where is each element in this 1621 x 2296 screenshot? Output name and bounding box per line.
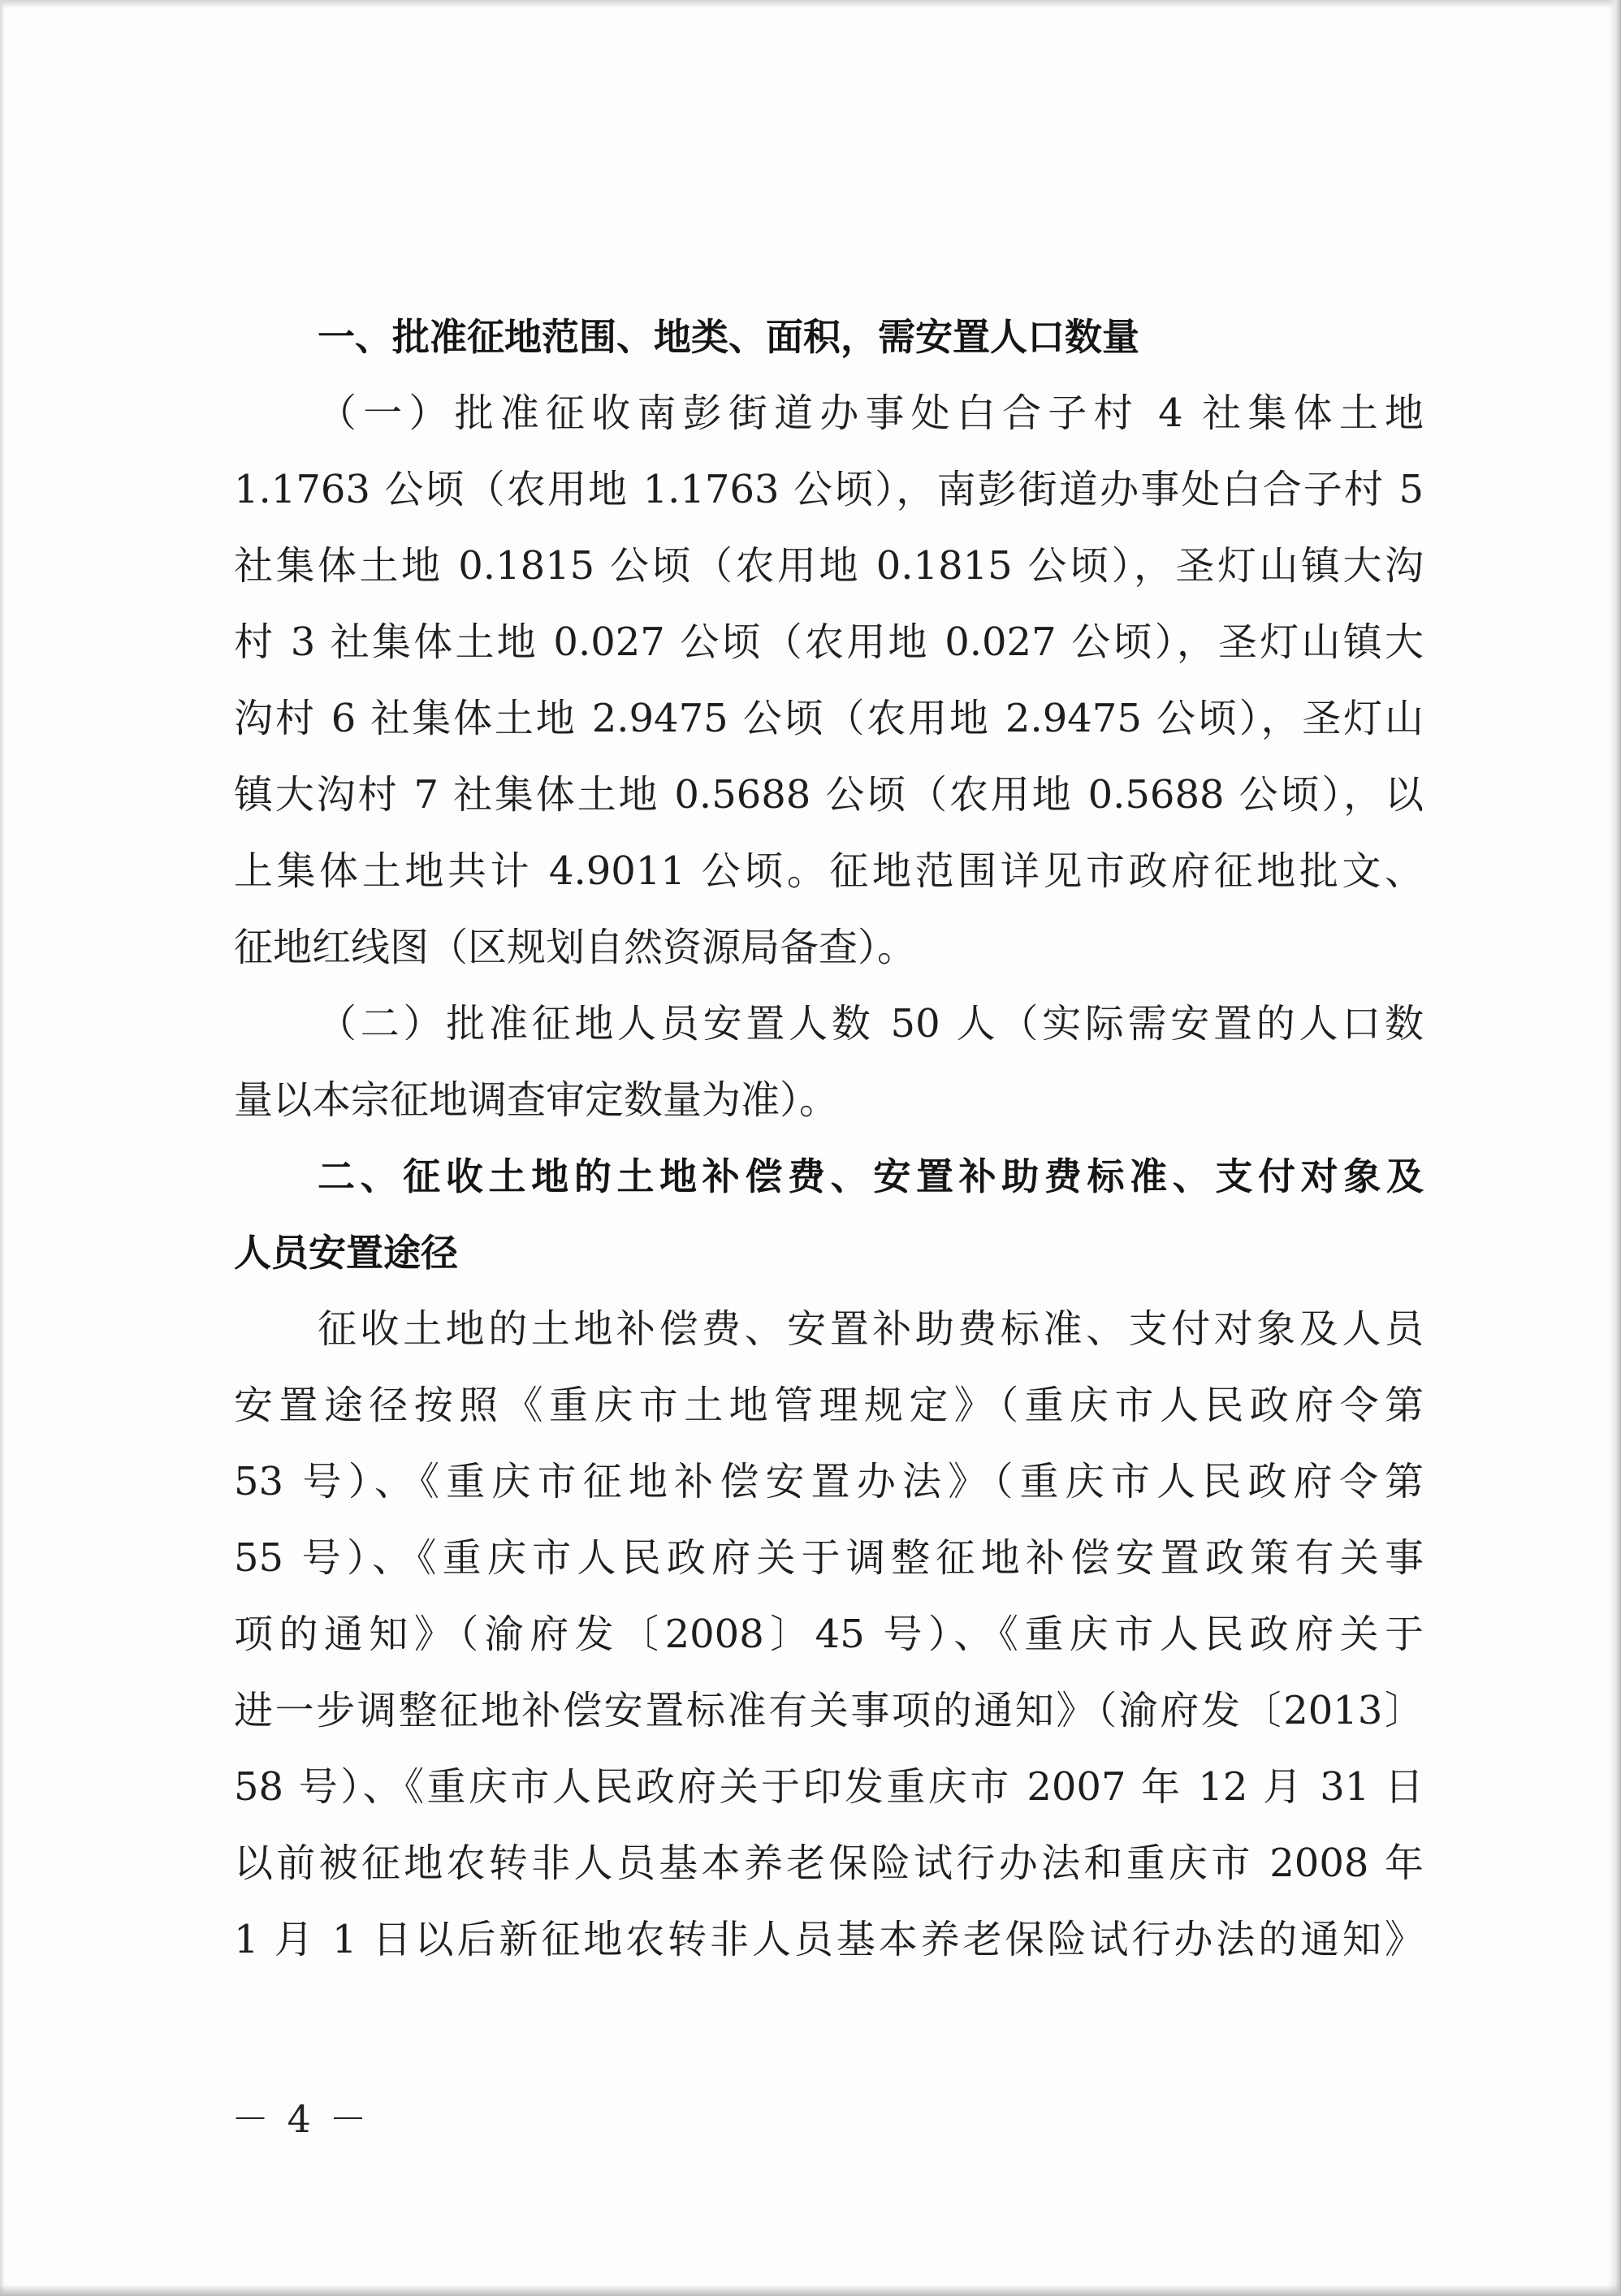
- body-text-line: 量以本宗征地调查审定数量为准）。: [234, 1077, 839, 1123]
- body-text-line: 项的通知》（渝府发〔2008〕45 号）、《重庆市人民政府关于: [234, 1612, 1424, 1657]
- body-text-line: 沟村 6 社集体土地 2.9475 公顷（农用地 2.9475 公顷），圣灯山: [234, 696, 1424, 741]
- body-text-line: 安置途径按照《重庆市土地管理规定》（重庆市人民政府令第: [234, 1383, 1424, 1428]
- body-text-line: 1.1763 公顷（农用地 1.1763 公顷），南彭街道办事处白合子村 5: [234, 467, 1424, 512]
- document-body: [234, 299, 1424, 1978]
- body-text-line: 1 月 1 日以后新征地农转非人员基本养老保险试行办法的通知》: [234, 1917, 1424, 1962]
- body-text-line: 进一步调整征地补偿安置标准有关事项的通知》（渝府发〔2013〕: [234, 1688, 1424, 1733]
- body-text-line: 55 号）、《重庆市人民政府关于调整征地补偿安置政策有关事: [234, 1535, 1424, 1581]
- section-heading-line: 一、批准征地范围、地类、面积，需安置人口数量: [318, 315, 1139, 359]
- body-text-line: 征地红线图（区规划自然资源局备查）。: [234, 925, 917, 970]
- page-number: － 4 －: [231, 2097, 370, 2141]
- body-text-line: 上集体土地共计 4.9011 公顷。征地范围详见市政府征地批文、: [234, 848, 1424, 894]
- scan-shadow-bottom: [0, 2285, 1621, 2296]
- scan-shadow-left: [0, 0, 5, 2296]
- body-text-line: 村 3 社集体土地 0.027 公顷（农用地 0.027 公顷），圣灯山镇大: [234, 619, 1424, 665]
- body-text-line: （二）批准征地人员安置人数 50 人（实际需安置的人口数: [318, 1001, 1424, 1047]
- body-text-line: 58 号）、《重庆市人民政府关于印发重庆市 2007 年 12 月 31 日: [234, 1764, 1424, 1810]
- section-heading-line: 人员安置途径: [234, 1231, 458, 1275]
- body-text-line: 征收土地的土地补偿费、安置补助费标准、支付对象及人员: [318, 1306, 1424, 1352]
- section-heading-line: 二、征收土地的土地补偿费、安置补助费标准、支付对象及: [318, 1154, 1424, 1198]
- body-text-line: 以前被征地农转非人员基本养老保险试行办法和重庆市 2008 年: [234, 1841, 1424, 1886]
- body-text-line: 53 号）、《重庆市征地补偿安置办法》（重庆市人民政府令第: [234, 1459, 1424, 1504]
- body-text-line: （一）批准征收南彭街道办事处白合子村 4 社集体土地: [318, 391, 1424, 436]
- body-text-line: 社集体土地 0.1815 公顷（农用地 0.1815 公顷），圣灯山镇大沟: [234, 543, 1424, 589]
- scan-shadow-top: [0, 0, 1621, 8]
- body-text-line: 镇大沟村 7 社集体土地 0.5688 公顷（农用地 0.5688 公顷），以: [234, 772, 1424, 818]
- scan-shadow-right: [1608, 0, 1621, 2296]
